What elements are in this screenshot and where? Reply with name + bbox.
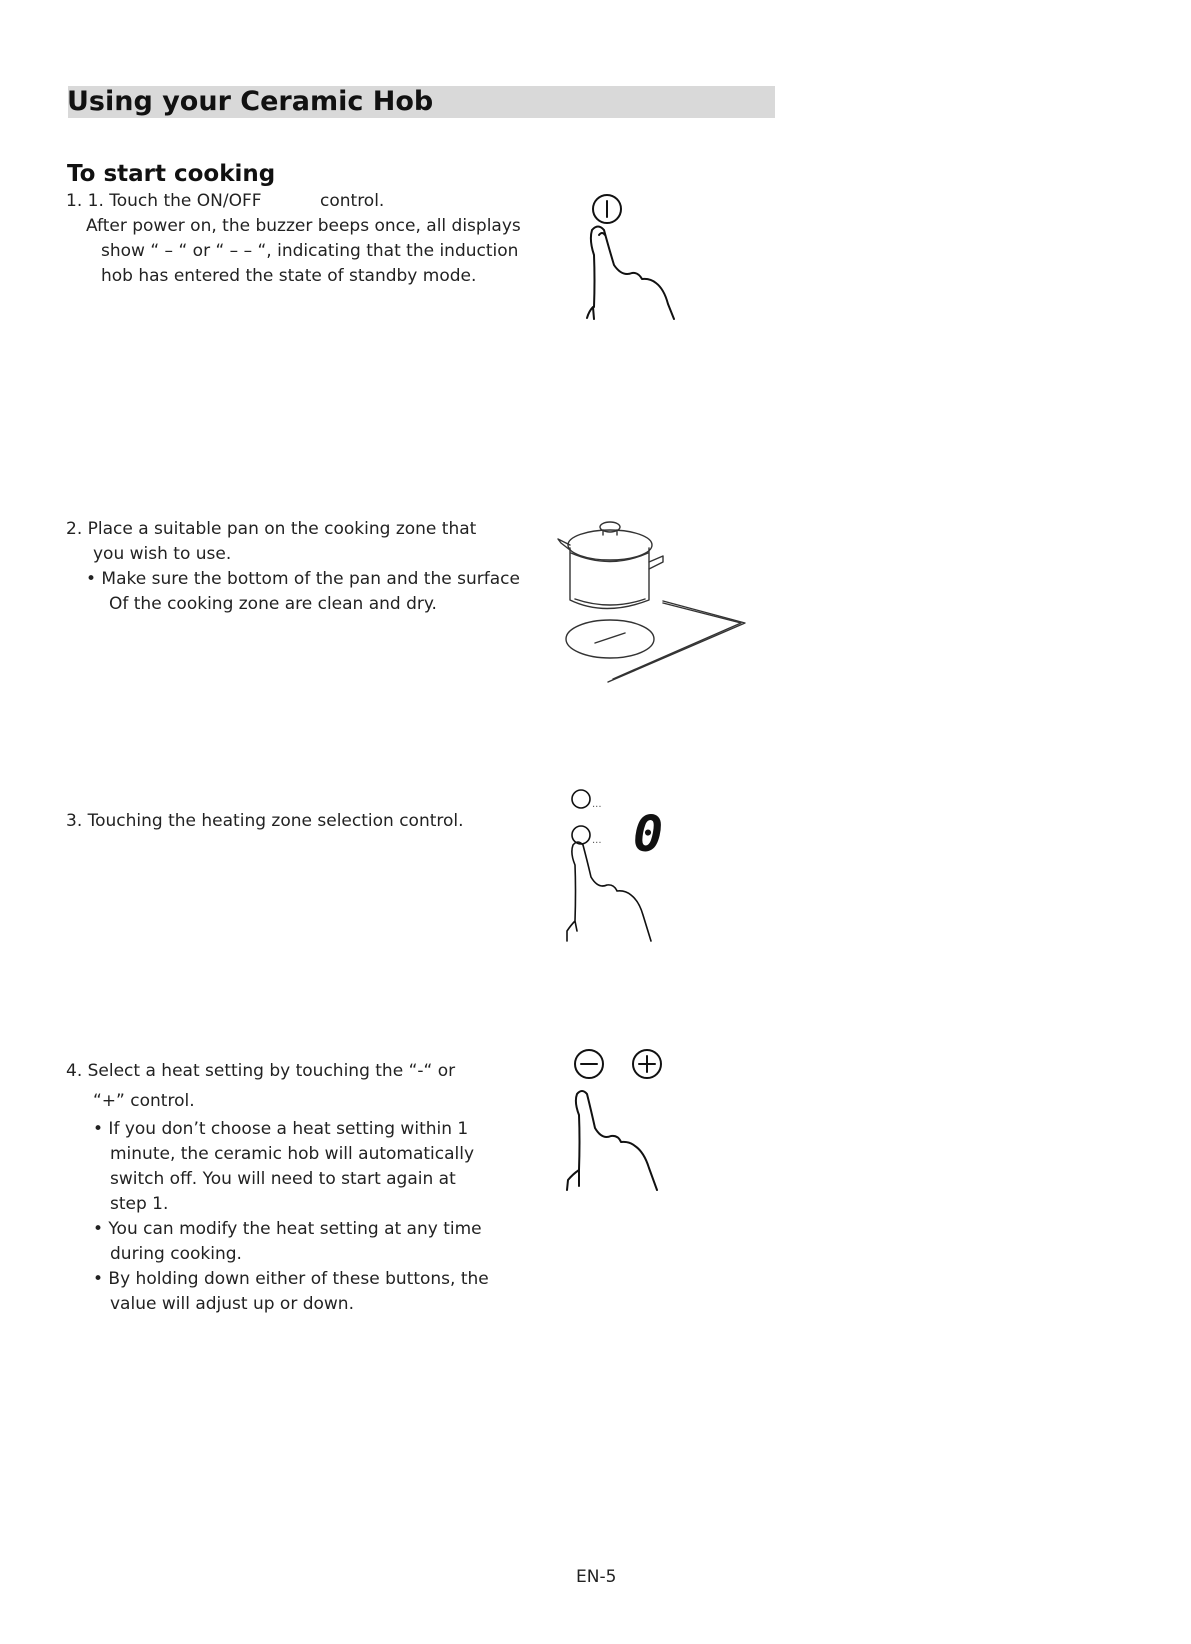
hob-surface bbox=[608, 601, 745, 682]
step1-line1b: control. bbox=[320, 191, 385, 211]
zone-button-icon bbox=[572, 790, 590, 808]
zone-select-illustration bbox=[565, 785, 695, 945]
page-number: EN-5 bbox=[576, 1567, 617, 1587]
step1-line1a: 1. 1. Touch the ON/OFF bbox=[66, 191, 262, 211]
step4-line8: during cooking. bbox=[110, 1244, 242, 1264]
step4-line3: • If you don’t choose a heat setting within 1 bbox=[93, 1119, 469, 1139]
step4-line10: value will adjust up or down. bbox=[110, 1294, 354, 1314]
step2-line3: • Make sure the bottom of the pan and the surface bbox=[86, 569, 520, 589]
step4-line5: switch off. You will need to start again at bbox=[110, 1169, 456, 1189]
step4-line6: step 1. bbox=[110, 1194, 169, 1214]
step1-line2: After power on, the buzzer beeps once, all displays bbox=[86, 216, 521, 236]
step2-line2: you wish to use. bbox=[93, 544, 232, 564]
section-title: To start cooking bbox=[67, 161, 276, 187]
step4-line4: minute, the ceramic hob will automatically bbox=[110, 1144, 475, 1164]
step2-line1: 2. Place a suitable pan on the cooking zone that bbox=[66, 519, 477, 539]
power-touch-illustration bbox=[580, 185, 710, 320]
heat-setting-illustration bbox=[565, 1040, 705, 1200]
display-digit: 0 bbox=[633, 805, 664, 863]
step1-line3: show “ – “ or “ – – “, indicating that the induction bbox=[101, 241, 519, 261]
pan-on-hob-illustration bbox=[555, 515, 755, 685]
hand-icon bbox=[587, 227, 674, 320]
dots-label: ... bbox=[592, 799, 602, 810]
step4-line7: • You can modify the heat setting at any time bbox=[93, 1219, 482, 1239]
cooking-zone bbox=[566, 620, 654, 658]
dots-label: ... bbox=[592, 835, 602, 846]
step4-line1: 4. Select a heat setting by touching the “-“ or bbox=[66, 1061, 456, 1081]
step3-line1: 3. Touching the heating zone selection control. bbox=[66, 811, 464, 831]
step4-line9: • By holding down either of these buttons, the bbox=[93, 1269, 489, 1289]
page-title: Using your Ceramic Hob bbox=[67, 86, 434, 117]
step4-line2: “+” control. bbox=[93, 1091, 195, 1111]
hand-icon bbox=[567, 1091, 657, 1190]
zone-button-icon bbox=[572, 826, 590, 844]
step1-line4: hob has entered the state of standby mode. bbox=[101, 266, 477, 286]
step2-line4: Of the cooking zone are clean and dry. bbox=[109, 594, 437, 614]
